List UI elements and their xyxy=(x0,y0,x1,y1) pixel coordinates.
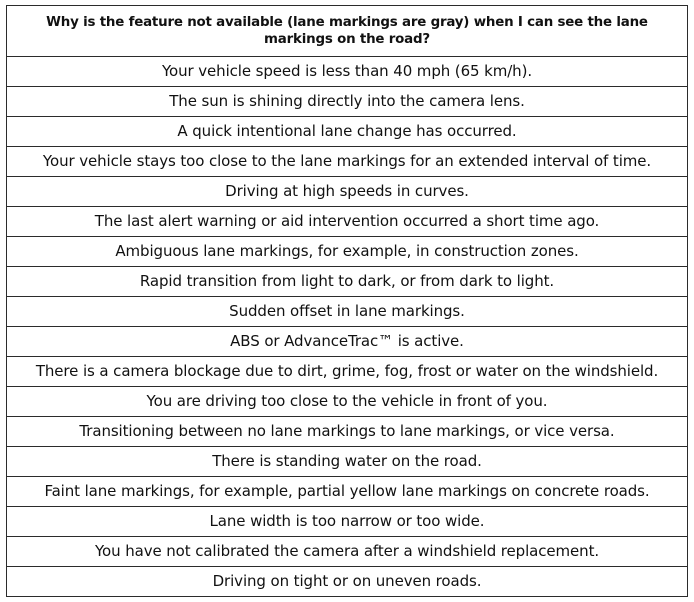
table-row xyxy=(7,87,688,117)
table-cell: Ambiguous lane markings, for example, in construction zones. xyxy=(7,237,688,267)
table-header-cell: Why is the feature not available (lane markings are gray) when I can see the lane markings on the road? xyxy=(7,6,688,57)
table-row xyxy=(7,447,688,477)
table-header-row xyxy=(7,6,688,57)
table-row xyxy=(7,567,688,597)
table-row xyxy=(7,537,688,567)
table-row xyxy=(7,327,688,357)
table-row xyxy=(7,507,688,537)
table-cell: There is a camera blockage due to dirt, grime, fog, frost or water on the windshield. xyxy=(7,357,688,387)
table-cell: You have not calibrated the camera after a windshield replacement. xyxy=(7,537,688,567)
table-cell: Driving at high speeds in curves. xyxy=(7,177,688,207)
table-cell: There is standing water on the road. xyxy=(7,447,688,477)
table-row xyxy=(7,117,688,147)
table-cell: Faint lane markings, for example, partial yellow lane markings on concrete roads. xyxy=(7,477,688,507)
table-row xyxy=(7,297,688,327)
table-row xyxy=(7,417,688,447)
table-cell: The last alert warning or aid intervention occurred a short time ago. xyxy=(7,207,688,237)
table-row xyxy=(7,387,688,417)
table-row xyxy=(7,177,688,207)
table-cell: A quick intentional lane change has occurred. xyxy=(7,117,688,147)
table-row xyxy=(7,357,688,387)
table-cell: Your vehicle speed is less than 40 mph (65 km/h). xyxy=(7,57,688,87)
table-cell: Your vehicle stays too close to the lane markings for an extended interval of time. xyxy=(7,147,688,177)
table-cell: Transitioning between no lane markings to lane markings, or vice versa. xyxy=(7,417,688,447)
table-row xyxy=(7,207,688,237)
table-row xyxy=(7,267,688,297)
table-cell: You are driving too close to the vehicle in front of you. xyxy=(7,387,688,417)
table-row xyxy=(7,147,688,177)
table-cell: ABS or AdvanceTrac™ is active. xyxy=(7,327,688,357)
table-cell: Lane width is too narrow or too wide. xyxy=(7,507,688,537)
table-cell: Driving on tight or on uneven roads. xyxy=(7,567,688,597)
table-cell: The sun is shining directly into the camera lens. xyxy=(7,87,688,117)
table-cell: Rapid transition from light to dark, or from dark to light. xyxy=(7,267,688,297)
feature-unavailable-table xyxy=(6,5,688,597)
feature-unavailable-table-container xyxy=(6,5,688,597)
table-cell: Sudden offset in lane markings. xyxy=(7,297,688,327)
table-row xyxy=(7,57,688,87)
table-row xyxy=(7,237,688,267)
table-row xyxy=(7,477,688,507)
